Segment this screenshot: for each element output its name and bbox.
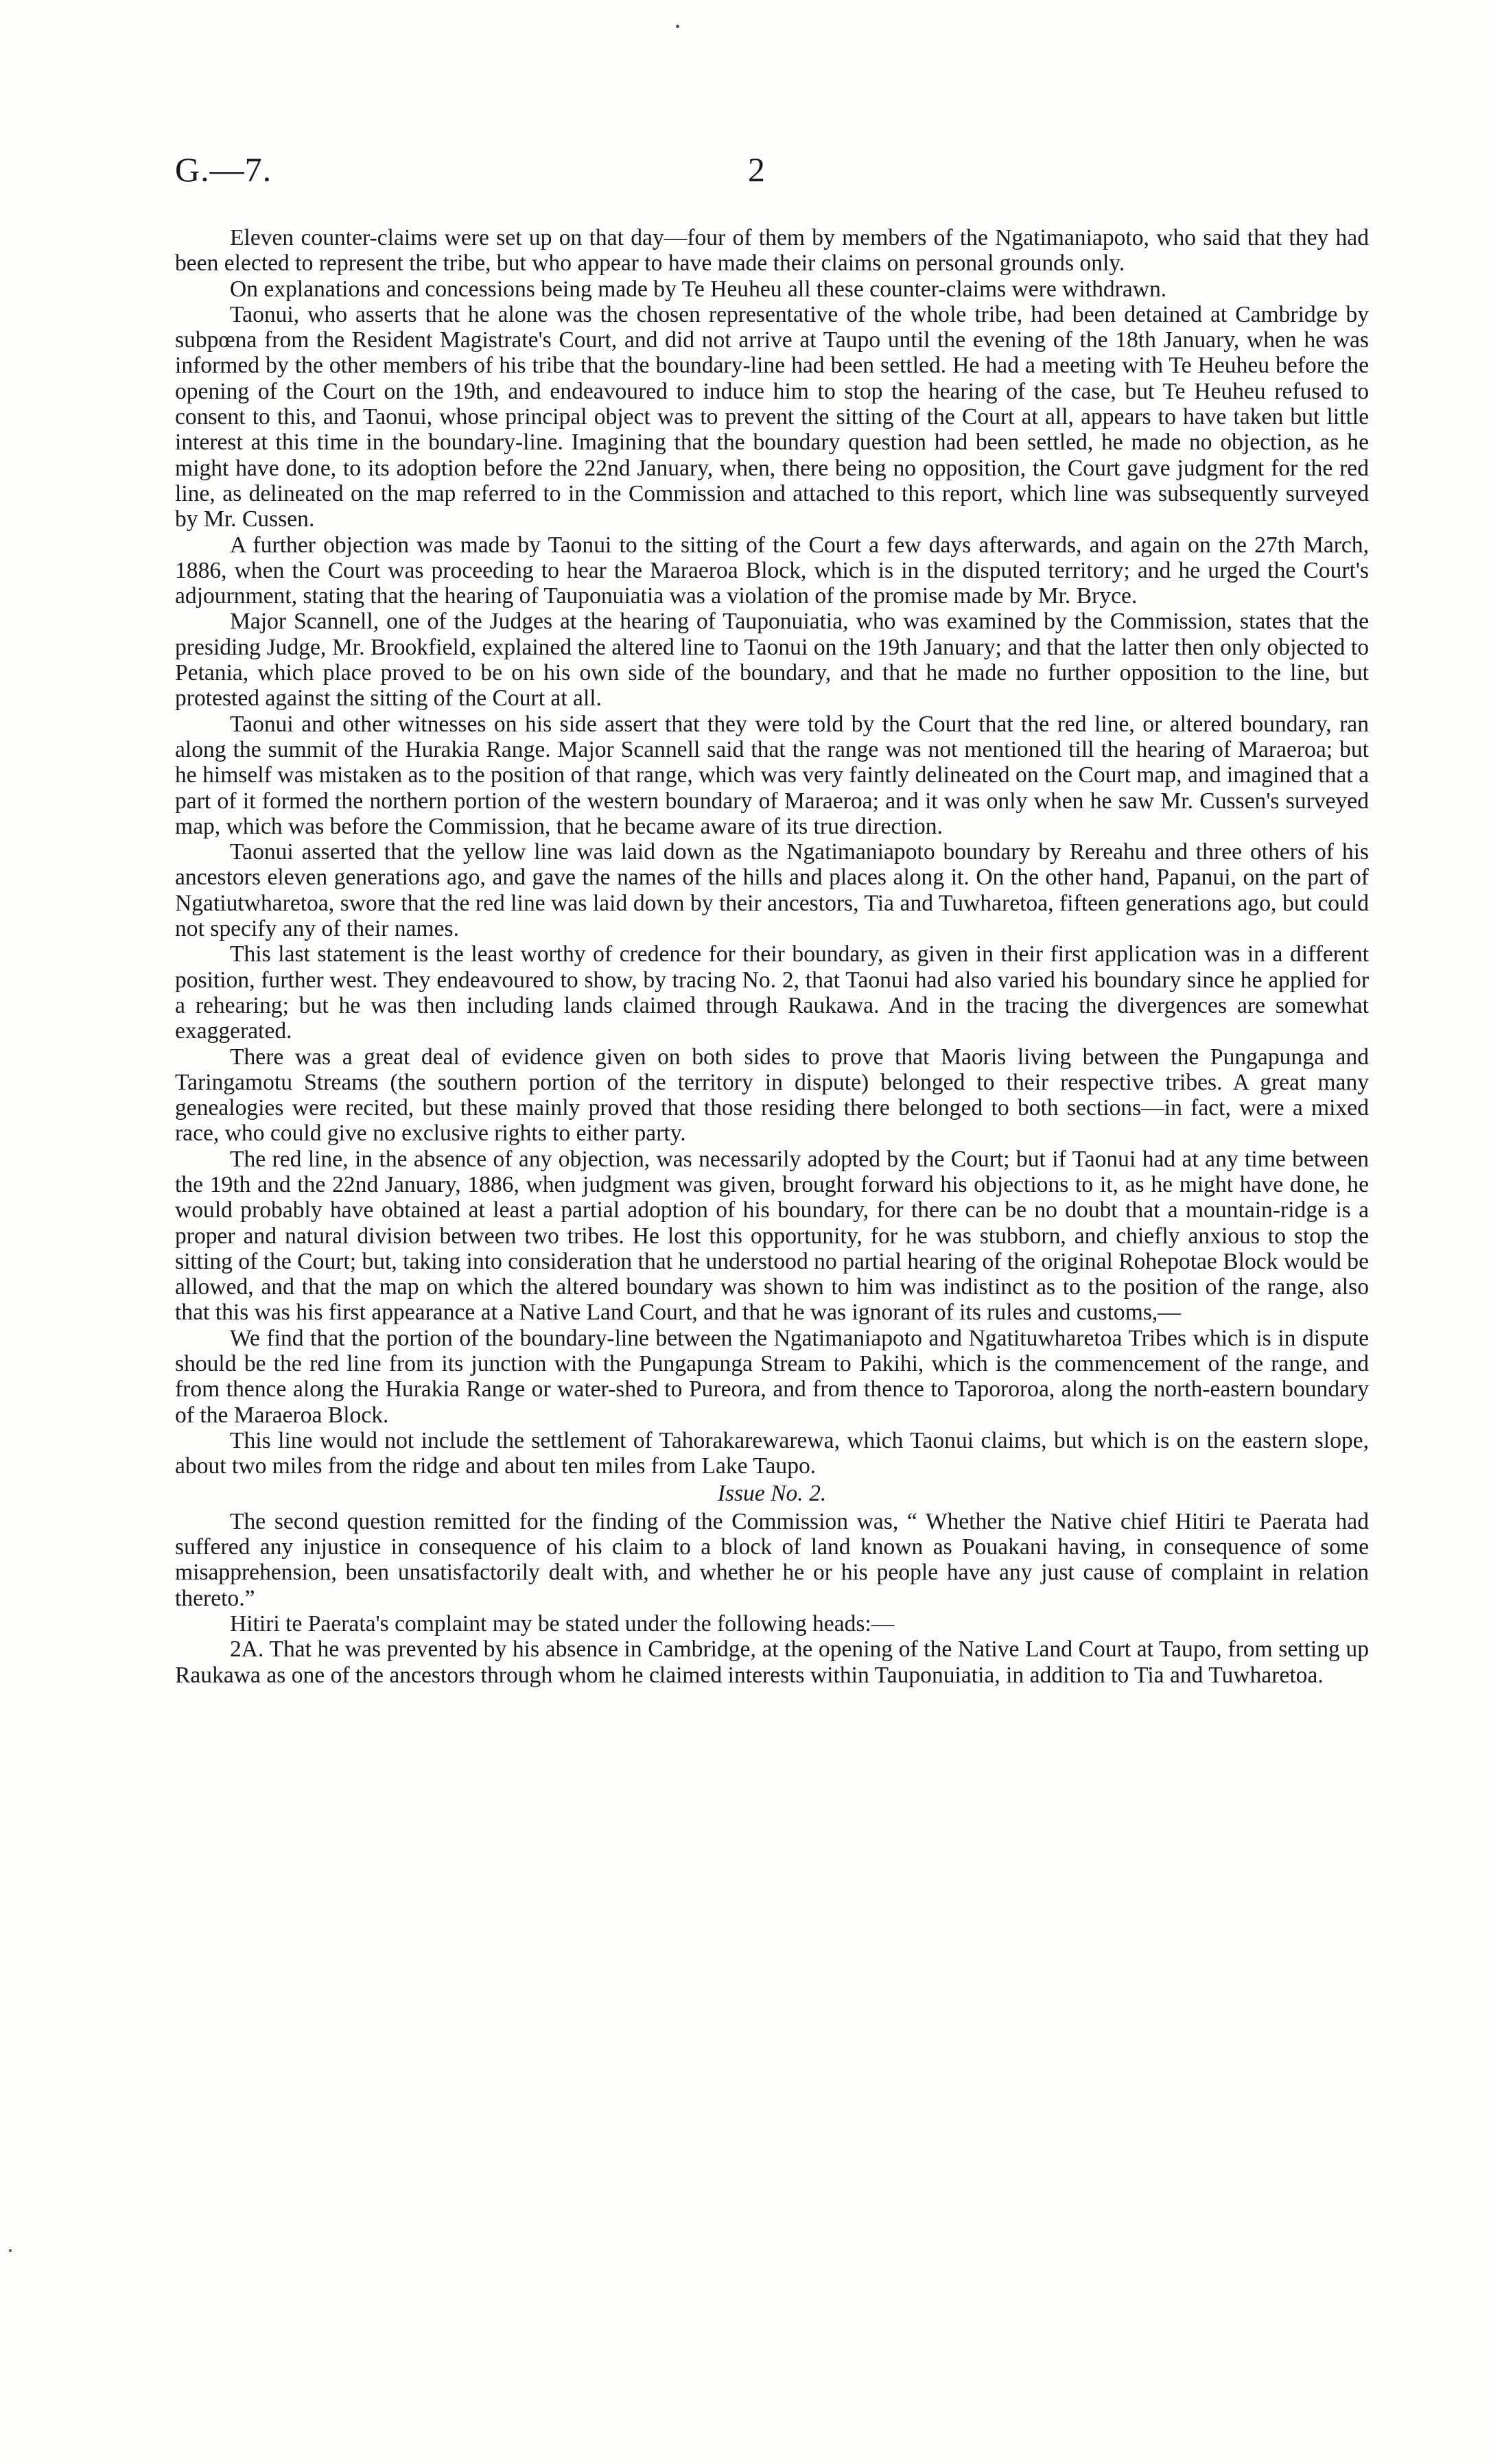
paragraph: This last statement is the least worthy of credence for their boundary, as given in their first application was in a different position, further west. They endeavoured to show, by tracing No. 2, that Taonui had also varied his boundary since he applied for a rehearing; but he was then including lands claimed through Raukawa. And in the tracing the divergences are somewhat exaggerated.: [175, 941, 1369, 1044]
paragraph: The red line, in the absence of any objection, was necessarily adopted by the Court; but if Taonui had at any time between the 19th and the 22nd January, 1886, when judgment was given, brought forward his objections to it, as he might have done, he would probably have obtained at least a partial adoption of his boundary, for there can be no doubt that a mountain-ridge is a proper and natural division between two tribes. He lost this opportunity, for he was stubborn, and chiefly anxious to stop the sitting of the Court; but, taking into consideration that he understood no partial hearing of the original Rohepotae Block would be allowed, and that the map on which the altered boundary was shown to him was indistinct as to the position of the range, also that this was his first appearance at a Native Land Court, and that he was ignorant of its rules and customs,—: [175, 1146, 1369, 1326]
issue-heading: Issue No. 2.: [717, 1480, 827, 1506]
paragraph: On explanations and concessions being made by Te Heuheu all these counter-claims were withdrawn.: [230, 276, 1167, 302]
paragraph: This line would not include the settlement of Tahorakarewarewa, which Taonui claims, but which is on the eastern slope, about two miles from the ridge and about ten miles from Lake Taupo.: [175, 1427, 1369, 1479]
paragraph: Taonui, who asserts that he alone was the chosen representative of the whole tribe, had been detained at Cambridge by subpœna from the Resident Magistrate's Court, and did not arrive at Taupo until the evening of the 18th January, when he was informed by the other members of his tribe that the boundary-line had been settled. He had a meeting with Te Heuheu before the opening of the Court on the 19th, and endeavoured to induce him to stop the hearing of the case, but Te Heuheu refused to consent to this, and Taonui, whose principal object was to prevent the sitting of the Court at all, appears to have taken but little interest at this time in the boundary-line. Imagining that the boundary question had been settled, he made no objection, as he might have done, to its adoption before the 22nd January, when, there being no opposition, the Court gave judgment for the red line, as delineated on the map referred to in the Commission and attached to this report, which line was subsequently surveyed by Mr. Cussen.: [175, 301, 1369, 532]
paragraph: Hitiri te Paerata's complaint may be stated under the following heads:—: [230, 1611, 895, 1637]
paragraph: Eleven counter-claims were set up on that day—four of them by members of the Ngatimaniapoto, who said that they had been elected to represent the tribe, but who appear to have made their claims on personal grounds only.: [175, 225, 1369, 277]
paragraph: Taonui and other witnesses on his side assert that they were told by the Court that the red line, or altered boundary, ran along the summit of the Hurakia Range. Major Scannell said that the range was not mentioned till the hearing of Maraeroa; but he himself was mistaken as to the position of that range, which was very faintly delineated on the Court map, and imagined that a part of it formed the northern portion of the western boundary of Maraeroa; and it was only when he saw Mr. Cussen's surveyed map, which was before the Commission, that he became aware of its true direction.: [175, 711, 1369, 839]
paragraph: We find that the portion of the boundary-line between the Ngatimaniapoto and Ngatituwharetoa Tribes which is in dispute should be the red line from its junction with the Pungapunga Stream to Pakihi, which is the commencement of the range, and from thence along the Hurakia Range or water-shed to Pureora, and from thence to Tapororoa, along the north-eastern boundary of the Maraeroa Block.: [175, 1325, 1369, 1428]
page-header: [175, 150, 1383, 198]
paragraph: Major Scannell, one of the Judges at the hearing of Tauponuiatia, who was examined by the Commission, states that the presiding Judge, Mr. Brookfield, explained the altered line to Taonui on the 19th January; and that the latter then only objected to Petania, which place proved to be on his own side of the boundary, and that he made no further opposition to the line, but protested against the sitting of the Court at all.: [175, 609, 1369, 712]
paragraph: The second question remitted for the finding of the Commission was, “ Whether the Native chief Hitiri te Paerata had suffered any injustice in consequence of his claim to a block of land known as Pouakani having, in consequence of some misapprehension, been unsatisfactorily dealt with, and whether he or his people have any just cause of complaint in relation thereto.”: [175, 1508, 1369, 1611]
body-text: [175, 225, 1369, 1688]
page-number: 2: [748, 150, 765, 189]
paragraph: Taonui asserted that the yellow line was laid down as the Ngatimaniapoto boundary by Rereahu and three others of his ancestors eleven generations ago, and gave the names of the hills and places along it. On the other hand, Papanui, on the part of Ngatiutwharetoa, swore that the red line was laid down by their ancestors, Tia and Tuwharetoa, fifteen generations ago, but could not specify any of their names.: [175, 839, 1369, 942]
print-speck: [676, 25, 679, 28]
print-speck: [9, 2249, 12, 2252]
paragraph: A further objection was made by Taonui to the sitting of the Court a few days afterwards, and again on the 27th March, 1886, when the Court was proceeding to hear the Maraeroa Block, which is in the disputed territory; and he urged the Court's adjournment, stating that the hearing of Tauponuiatia was a violation of the promise made by Mr. Bryce.: [175, 532, 1369, 609]
paragraph: There was a great deal of evidence given on both sides to prove that Maoris living between the Pungapunga and Taringamotu Streams (the southern portion of the territory in dispute) belonged to their respective tribes. A great many genealogies were recited, but these mainly proved that those residing there belonged to both sections—in fact, were a mixed race, who could give no exclusive rights to either party.: [175, 1044, 1369, 1147]
paragraph: 2A. That he was prevented by his absence in Cambridge, at the opening of the Native Land Court at Taupo, from setting up Raukawa as one of the ancestors through whom he claimed interests within Tauponuiatia, in addition to Tia and Tuwharetoa.: [175, 1636, 1369, 1688]
document-id: G.—7.: [175, 150, 272, 189]
